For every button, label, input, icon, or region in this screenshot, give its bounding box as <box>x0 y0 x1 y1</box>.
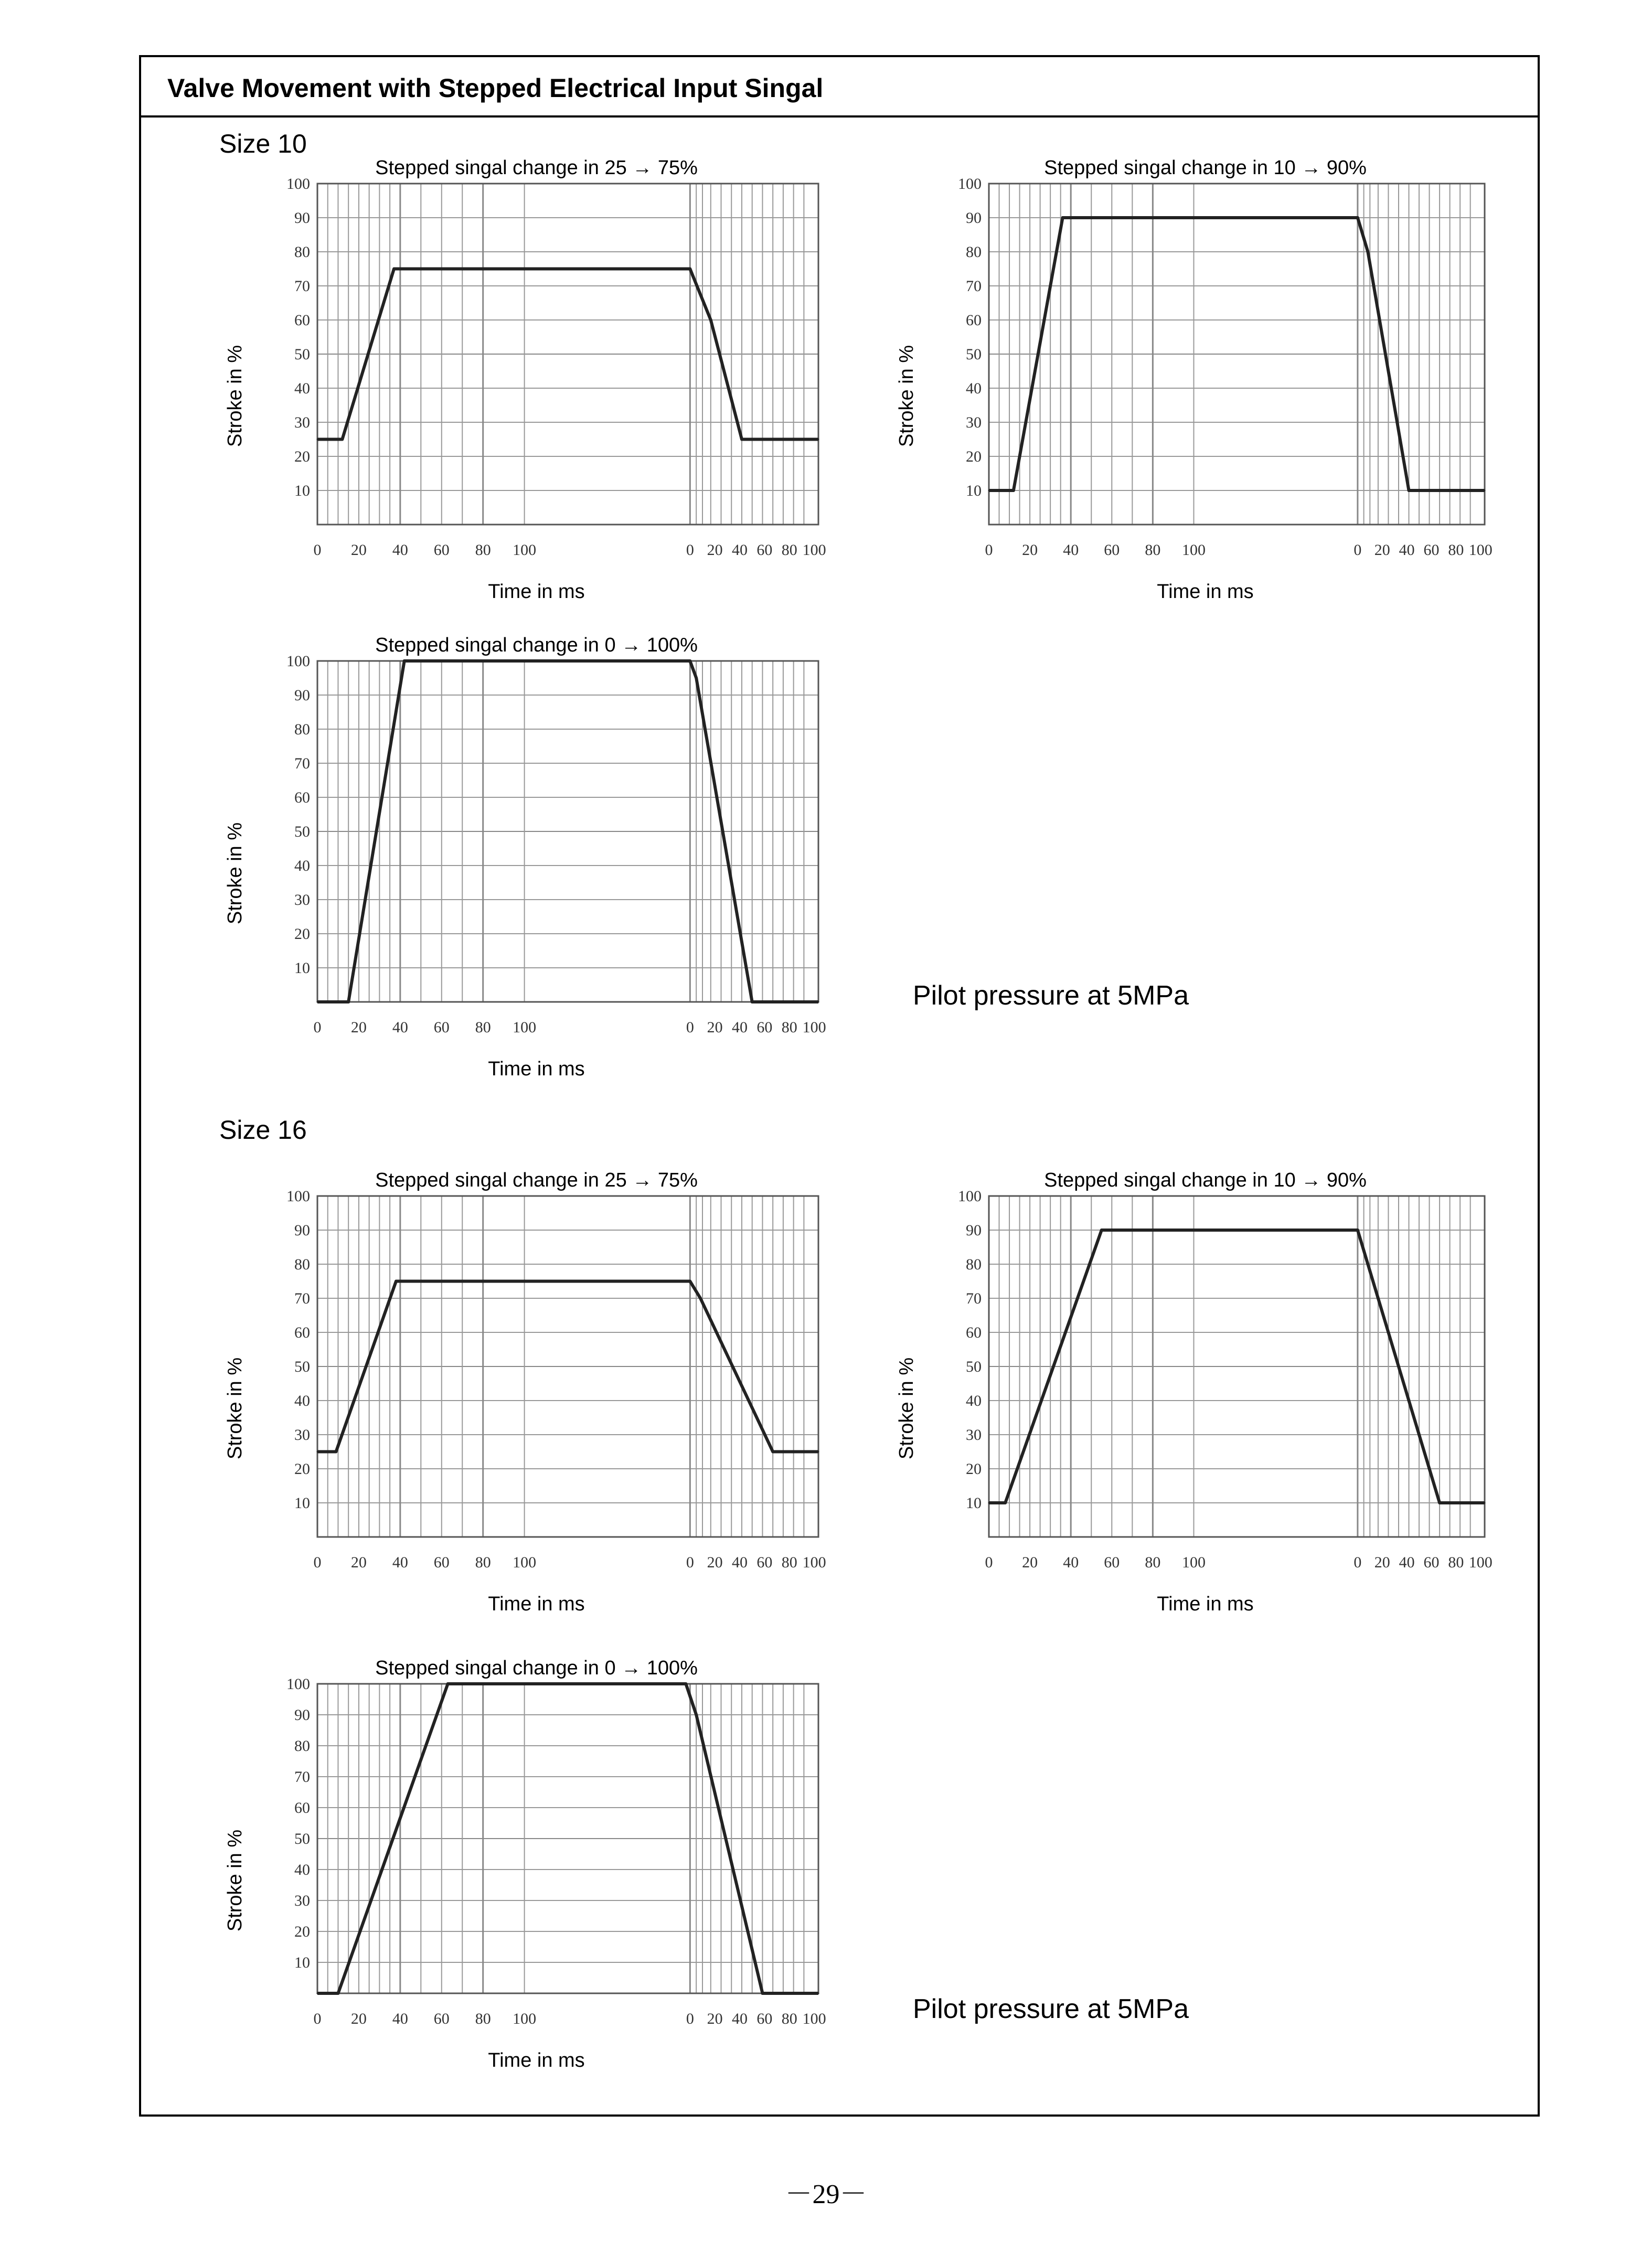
c4-data-point <box>1439 1502 1441 1504</box>
c1-x-tick-label: 80 <box>1145 541 1161 559</box>
c5-x-tick-label: 100 <box>802 2010 826 2027</box>
c2-y-tick-label: 90 <box>294 687 310 704</box>
c2-y-tick-label: 70 <box>294 755 310 772</box>
c3-x-tick-label: 20 <box>350 1554 367 1571</box>
chart-size10-25-75 <box>210 152 824 614</box>
c3-x-tick-label: 80 <box>781 1554 797 1571</box>
c2-x-tick-label: 20 <box>707 1019 723 1036</box>
c0-x-tick-label: 20 <box>350 541 367 559</box>
c0-data-point <box>342 439 343 440</box>
c0-data-point <box>317 439 318 440</box>
c3-x-tick-label: 100 <box>802 1554 826 1571</box>
c5-y-tick-label: 10 <box>294 1954 310 1971</box>
c1-x-tick-label: 0 <box>985 541 993 559</box>
c4-y-tick-label: 80 <box>966 1256 982 1273</box>
c5-x-tick-label: 80 <box>475 2010 491 2027</box>
c2-x-tick-label: 20 <box>350 1019 367 1036</box>
c4-data-point <box>1484 1502 1486 1504</box>
c1-x-tick-label: 100 <box>1181 541 1206 559</box>
c5-y-tick-label: 80 <box>294 1737 310 1755</box>
c5-data-point <box>818 1993 819 1994</box>
c3-x-tick-label: 0 <box>313 1554 322 1571</box>
c3-x-tick-label: 80 <box>475 1554 491 1571</box>
c2-y-tick-label: 30 <box>294 891 310 909</box>
c4-y-tick-label: 30 <box>966 1426 982 1444</box>
c4-y-tick-label: 60 <box>966 1324 982 1341</box>
c4-data-point <box>1005 1502 1006 1504</box>
c3-x-tick-label: 20 <box>707 1554 723 1571</box>
chart-size10-0-100 <box>210 629 824 1091</box>
c5-x-tick-label: 100 <box>513 2010 537 2027</box>
c5-y-tick-label: 30 <box>294 1892 310 1909</box>
c0-x-tick-label: 80 <box>781 541 797 559</box>
c3-y-tick-label: 90 <box>294 1222 310 1239</box>
c2-x-tick-label: 0 <box>313 1019 322 1036</box>
c1-x-tick-label: 60 <box>1423 541 1440 559</box>
c0-data-point <box>710 319 711 321</box>
c3-data-point <box>689 1280 691 1282</box>
c2-x-tick-label: 40 <box>392 1019 408 1036</box>
c0-x-tick-label: 80 <box>475 541 491 559</box>
c3-data-point <box>818 1451 819 1452</box>
c5-x-tick-label: 0 <box>313 2010 322 2027</box>
c0-x-tick-label: 40 <box>392 541 408 559</box>
c1-y-tick-label: 20 <box>966 448 982 465</box>
c1-x-tick-label: 100 <box>1468 541 1493 559</box>
c2-data-point <box>348 1001 349 1003</box>
c2-data-point <box>317 1001 318 1003</box>
c5-y-tick-label: 50 <box>294 1830 310 1847</box>
c2-data-point <box>751 1001 753 1003</box>
c5-y-tick-label: 90 <box>294 1706 310 1724</box>
c0-x-tick-label: 0 <box>686 541 694 559</box>
c2-y-tick-label: 60 <box>294 789 310 806</box>
c3-x-tick-label: 60 <box>756 1554 773 1571</box>
c4-y-tick-label: 90 <box>966 1222 982 1239</box>
c1-y-tick-label: 70 <box>966 277 982 295</box>
c2-data-point <box>689 660 691 662</box>
c0-x-tick-label: 0 <box>313 541 322 559</box>
c3-data-point <box>335 1451 337 1452</box>
c4-y-tick-label: 50 <box>966 1358 982 1375</box>
c0-x-tick-label: 40 <box>732 541 748 559</box>
c0-data-point <box>393 268 395 270</box>
section-label-size-10: Size 10 <box>219 129 307 158</box>
c2-x-tick-label: 80 <box>781 1019 797 1036</box>
c3-y-axis-label: Stroke in % <box>224 1357 246 1460</box>
c3-y-tick-label: 30 <box>294 1426 310 1444</box>
c5-data-point <box>447 1683 449 1685</box>
c0-y-tick-label: 100 <box>286 175 310 193</box>
c1-data-point <box>1367 251 1369 253</box>
c2-x-tick-label: 60 <box>756 1019 773 1036</box>
section-label-size-16: Size 16 <box>219 1115 307 1145</box>
c5-data-point <box>696 1714 697 1716</box>
c0-y-tick-label: 60 <box>294 312 310 329</box>
c1-x-tick-label: 40 <box>1063 541 1079 559</box>
c4-x-tick-label: 60 <box>1423 1554 1440 1571</box>
c4-y-tick-label: 40 <box>966 1392 982 1409</box>
c1-y-axis-label: Stroke in % <box>896 345 918 447</box>
c5-x-tick-label: 40 <box>732 2010 748 2027</box>
c3-x-axis-label: Time in ms <box>488 1593 585 1615</box>
c4-chart-title: Stepped singal change in 10 → 90% <box>1044 1169 1367 1191</box>
c3-y-tick-label: 40 <box>294 1392 310 1409</box>
c2-y-tick-label: 50 <box>294 823 310 840</box>
c5-x-tick-label: 20 <box>350 2010 367 2027</box>
c5-y-tick-label: 60 <box>294 1799 310 1817</box>
c0-x-tick-label: 20 <box>707 541 723 559</box>
c3-x-tick-label: 0 <box>686 1554 694 1571</box>
c5-x-tick-label: 40 <box>392 2010 408 2027</box>
c5-data-point <box>762 1993 763 1994</box>
c1-y-tick-label: 10 <box>966 482 982 499</box>
c4-y-tick-label: 10 <box>966 1494 982 1512</box>
c0-data-point <box>741 439 742 440</box>
c4-y-tick-label: 100 <box>958 1188 982 1205</box>
c0-y-tick-label: 10 <box>294 482 310 499</box>
c2-y-tick-label: 20 <box>294 925 310 943</box>
c3-y-tick-label: 60 <box>294 1324 310 1341</box>
c5-x-tick-label: 60 <box>756 2010 773 2027</box>
page-title: Valve Movement with Stepped Electrical Input Singal <box>167 73 824 103</box>
c4-y-tick-label: 20 <box>966 1460 982 1478</box>
c1-x-tick-label: 20 <box>1374 541 1390 559</box>
c0-data-point <box>818 439 819 440</box>
chart-size10-10-90 <box>881 152 1493 614</box>
c2-data-point <box>403 660 405 662</box>
c1-x-tick-label: 0 <box>1353 541 1362 559</box>
c3-x-tick-label: 60 <box>433 1554 450 1571</box>
c5-x-tick-label: 20 <box>707 2010 723 2027</box>
c2-y-axis-label: Stroke in % <box>224 822 246 925</box>
c4-x-tick-label: 100 <box>1468 1554 1493 1571</box>
c0-y-tick-label: 20 <box>294 448 310 465</box>
c5-data-point <box>685 1683 687 1685</box>
c1-y-tick-label: 100 <box>958 175 982 193</box>
c2-x-tick-label: 40 <box>732 1019 748 1036</box>
c4-x-tick-label: 100 <box>1181 1554 1206 1571</box>
pilot-pressure-note-size-16: Pilot pressure at 5MPa <box>913 1994 1189 2024</box>
c2-y-tick-label: 40 <box>294 857 310 874</box>
c5-data-point <box>337 1993 339 1994</box>
page-header <box>141 57 1538 118</box>
c3-y-tick-label: 100 <box>286 1188 310 1205</box>
c2-y-tick-label: 100 <box>286 653 310 670</box>
c3-x-tick-label: 40 <box>732 1554 748 1571</box>
c5-x-tick-label: 0 <box>686 2010 694 2027</box>
pilot-pressure-note-size-10: Pilot pressure at 5MPa <box>913 980 1189 1011</box>
c0-y-tick-label: 30 <box>294 414 310 431</box>
c3-y-tick-label: 80 <box>294 1256 310 1273</box>
chart-size16-0-100 <box>210 1652 824 2082</box>
c0-x-tick-label: 60 <box>433 541 450 559</box>
c5-y-tick-label: 40 <box>294 1861 310 1878</box>
c2-x-tick-label: 100 <box>513 1019 537 1036</box>
c3-data-point <box>395 1280 397 1282</box>
c1-y-tick-label: 40 <box>966 380 982 397</box>
c5-y-tick-label: 70 <box>294 1768 310 1786</box>
c0-x-tick-label: 100 <box>513 541 537 559</box>
chart-size16-10-90 <box>881 1165 1493 1626</box>
c3-data-point <box>772 1451 774 1452</box>
c0-y-tick-label: 50 <box>294 346 310 363</box>
c2-chart-title: Stepped singal change in 0 → 100% <box>375 634 698 656</box>
c4-x-tick-label: 40 <box>1399 1554 1415 1571</box>
c2-x-tick-label: 0 <box>686 1019 694 1036</box>
c5-x-axis-label: Time in ms <box>488 2049 585 2071</box>
c5-y-tick-label: 20 <box>294 1923 310 1940</box>
c4-y-axis-label: Stroke in % <box>896 1357 918 1460</box>
c1-y-tick-label: 80 <box>966 243 982 261</box>
c5-x-tick-label: 80 <box>781 2010 797 2027</box>
c2-x-tick-label: 80 <box>475 1019 491 1036</box>
c1-data-point <box>1484 490 1486 492</box>
c3-data-point <box>317 1451 318 1452</box>
c4-x-axis-label: Time in ms <box>1157 1593 1254 1615</box>
c3-y-tick-label: 20 <box>294 1460 310 1478</box>
c2-x-tick-label: 100 <box>802 1019 826 1036</box>
c2-data-point <box>696 677 697 679</box>
chart-size16-25-75 <box>210 1165 824 1626</box>
c2-data-point <box>818 1001 819 1003</box>
c1-data-point <box>1408 490 1410 492</box>
c1-chart-title: Stepped singal change in 10 → 90% <box>1044 157 1367 179</box>
c0-x-axis-label: Time in ms <box>488 581 585 603</box>
c3-x-tick-label: 100 <box>513 1554 537 1571</box>
c4-x-tick-label: 20 <box>1374 1554 1390 1571</box>
c1-x-axis-label: Time in ms <box>1157 581 1254 603</box>
c1-data-point <box>988 490 990 492</box>
page-number: －29－ <box>785 2180 867 2209</box>
c0-x-tick-label: 100 <box>802 541 826 559</box>
c4-x-tick-label: 80 <box>1145 1554 1161 1571</box>
c3-y-tick-label: 10 <box>294 1494 310 1512</box>
c1-x-tick-label: 40 <box>1399 541 1415 559</box>
c4-data-point <box>1367 1264 1369 1265</box>
c2-x-tick-label: 60 <box>433 1019 450 1036</box>
c5-data-point <box>317 1993 318 1994</box>
c0-y-axis-label: Stroke in % <box>224 345 246 447</box>
c5-chart-title: Stepped singal change in 0 → 100% <box>375 1657 698 1679</box>
c1-y-tick-label: 90 <box>966 209 982 227</box>
c1-x-tick-label: 80 <box>1448 541 1464 559</box>
c2-x-axis-label: Time in ms <box>488 1058 585 1080</box>
c4-x-tick-label: 40 <box>1063 1554 1079 1571</box>
c4-y-tick-label: 70 <box>966 1290 982 1307</box>
c4-x-tick-label: 60 <box>1104 1554 1120 1571</box>
c1-data-point <box>1012 490 1014 492</box>
c5-y-tick-label: 100 <box>286 1675 310 1693</box>
c1-y-tick-label: 50 <box>966 346 982 363</box>
c0-y-tick-label: 70 <box>294 277 310 295</box>
c2-y-tick-label: 10 <box>294 959 310 977</box>
c5-y-axis-label: Stroke in % <box>224 1829 246 1932</box>
c1-y-tick-label: 60 <box>966 312 982 329</box>
c1-data-point <box>1357 217 1358 219</box>
c4-data-point <box>1357 1230 1358 1231</box>
c4-data-point <box>988 1502 990 1504</box>
c1-y-tick-label: 30 <box>966 414 982 431</box>
c0-y-tick-label: 90 <box>294 209 310 227</box>
c0-y-tick-label: 40 <box>294 380 310 397</box>
c0-data-point <box>689 268 691 270</box>
c3-data-point <box>700 1298 701 1299</box>
c4-data-point <box>1101 1230 1102 1231</box>
c4-x-tick-label: 80 <box>1448 1554 1464 1571</box>
c4-x-tick-label: 0 <box>1353 1554 1362 1571</box>
c3-y-tick-label: 70 <box>294 1290 310 1307</box>
c3-y-tick-label: 50 <box>294 1358 310 1375</box>
c3-x-tick-label: 40 <box>392 1554 408 1571</box>
c2-y-tick-label: 80 <box>294 721 310 738</box>
c3-chart-title: Stepped singal change in 25 → 75% <box>375 1169 698 1191</box>
c0-y-tick-label: 80 <box>294 243 310 261</box>
c1-x-tick-label: 60 <box>1104 541 1120 559</box>
c5-x-tick-label: 60 <box>433 2010 450 2027</box>
c0-chart-title: Stepped singal change in 25 → 75% <box>375 157 698 179</box>
c0-x-tick-label: 60 <box>756 541 773 559</box>
c4-x-tick-label: 0 <box>985 1554 993 1571</box>
c1-data-point <box>1062 217 1063 219</box>
c1-x-tick-label: 20 <box>1022 541 1038 559</box>
c4-x-tick-label: 20 <box>1022 1554 1038 1571</box>
